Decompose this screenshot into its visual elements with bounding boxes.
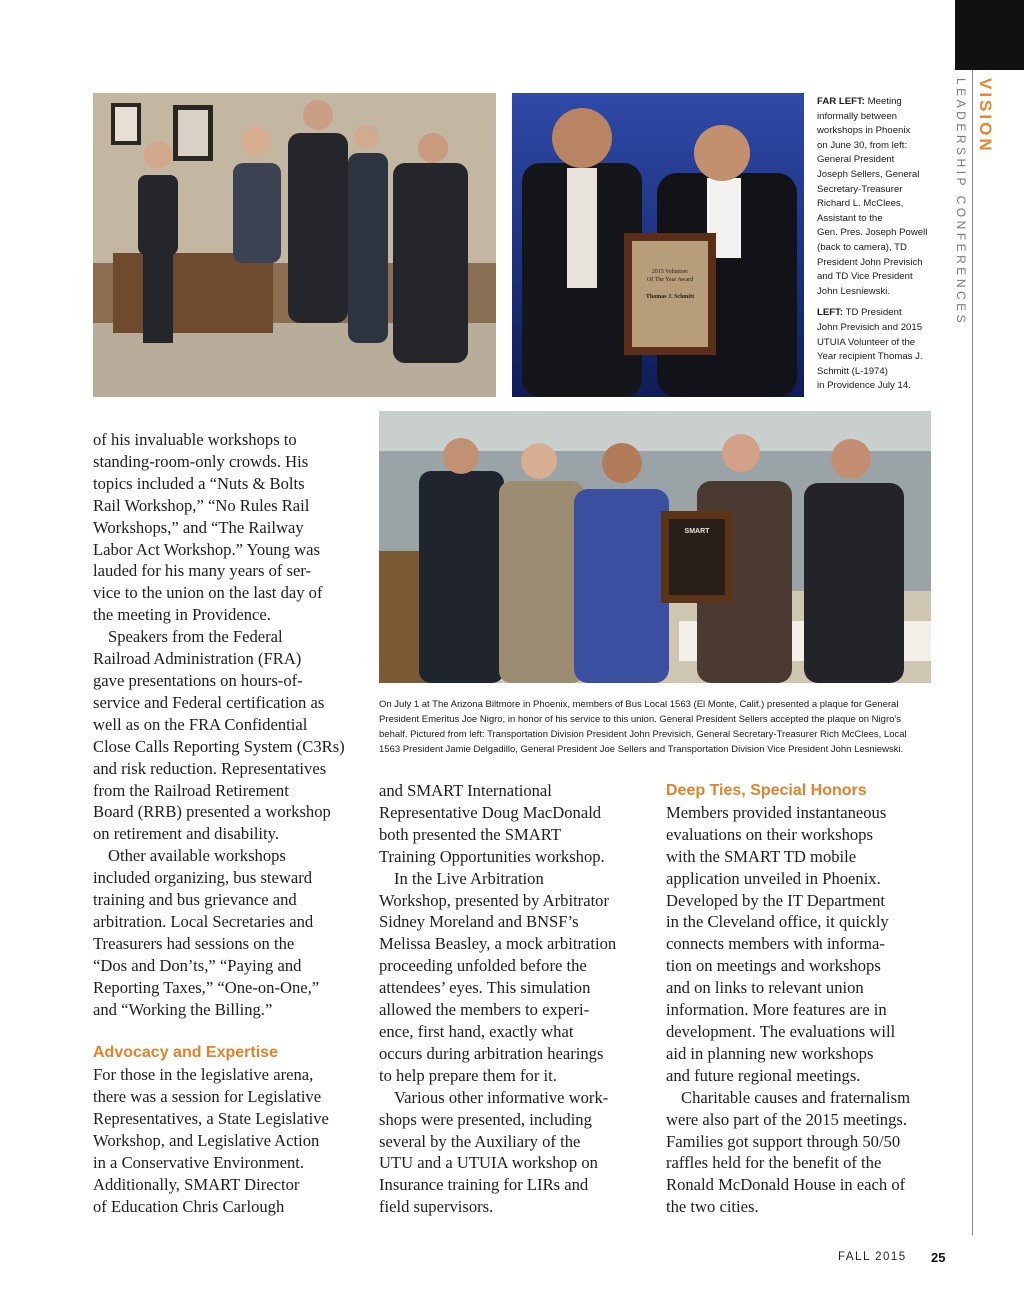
text-line: the two cities. xyxy=(666,1197,759,1217)
photo-award-providence xyxy=(512,93,804,397)
text-line: Insurance training for LIRs and xyxy=(379,1175,589,1195)
text-line: information. More features are in xyxy=(666,1000,887,1020)
caption-group-photo xyxy=(379,697,939,757)
text-line: application unveiled in Phoenix. xyxy=(666,868,881,888)
text-line: standing-room-only crowds. His xyxy=(93,451,309,471)
caption-line: John Previsich and 2015 xyxy=(817,321,923,333)
text-line: ence, first hand, exactly what xyxy=(379,1021,574,1041)
plaque-recipient: Thomas J. Schmitt xyxy=(645,294,695,300)
text-line: In the Live Arbitration xyxy=(394,868,544,888)
text-line: from the Railroad Retirement xyxy=(93,780,289,800)
text-line: occurs during arbitration hearings xyxy=(379,1043,604,1063)
text-line: Railroad Administration (FRA) xyxy=(93,649,302,669)
text-line: Other available workshops xyxy=(108,846,286,866)
caption-line: General President xyxy=(817,154,895,166)
caption-line: in Providence July 14. xyxy=(817,380,911,392)
text-line: of Education Chris Carlough xyxy=(93,1196,285,1216)
caption-line: President John Previsich xyxy=(817,256,923,268)
caption-line: Secretary-Treasurer xyxy=(817,183,903,195)
text-line: were also part of the 2015 meetings. xyxy=(666,1109,907,1129)
text-line: Charitable causes and fraternalism xyxy=(681,1087,910,1107)
caption-line: John Lesniewski. xyxy=(817,285,891,297)
footer-issue: FALL 2015 xyxy=(838,1251,907,1263)
text-line: Workshop, and Legislative Action xyxy=(93,1130,320,1150)
text-line: of his invaluable workshops to xyxy=(93,430,297,449)
text-line: in the Cleveland office, it quickly xyxy=(666,912,889,932)
caption-line: Year recipient Thomas J. xyxy=(817,351,923,363)
text-line: and risk reduction. Representatives xyxy=(93,758,327,778)
text-line: Members provided instantaneous xyxy=(666,802,887,822)
caption-line: workshops in Phoenix xyxy=(817,125,911,137)
text-line: connects members with informa- xyxy=(666,934,885,954)
text-line: on retirement and disability. xyxy=(93,824,280,844)
text-line: the meeting in Providence. xyxy=(93,605,271,625)
text-line: Reporting Taxes,” “One-on-One,” xyxy=(93,977,320,997)
caption-line: Assistant to the xyxy=(817,212,883,224)
text-line: Board (RRB) presented a workshop xyxy=(93,802,331,822)
photo-informal-meeting xyxy=(93,93,496,397)
text-line: Various other informative work- xyxy=(394,1087,609,1107)
paragraph xyxy=(93,626,368,845)
text-line: Treasurers had sessions on the xyxy=(93,933,295,953)
text-line: with the SMART TD mobile xyxy=(666,846,857,866)
caption-line: Richard L. McClees, xyxy=(817,198,904,210)
text-line: Melissa Beasley, a mock arbitration xyxy=(379,934,617,954)
section-tab-block xyxy=(955,0,1024,70)
caption-line: on June 30, from left: xyxy=(817,139,908,151)
text-line: Close Calls Reporting System (C3Rs) xyxy=(93,736,345,756)
text-line: Developed by the IT Department xyxy=(666,890,886,910)
caption-line: behalf. Pictured from left: Transportation Division President John Previsich, General Secretary-Treasurer Rich McClees, Local xyxy=(379,729,907,740)
text-line: evaluations on their workshops xyxy=(666,824,873,844)
paragraph xyxy=(93,845,368,1020)
text-line: attendees’ eyes. This simulation xyxy=(379,978,591,998)
caption-line: Schmitt (L-1974) xyxy=(817,365,888,377)
text-line: to help prepare them for it. xyxy=(379,1065,557,1085)
caption-line: Meeting xyxy=(867,96,902,107)
text-line: Training Opportunities workshop. xyxy=(379,846,605,866)
section-heading-deep-ties: Deep Ties, Special Honors xyxy=(666,782,867,799)
caption-line: informally between xyxy=(817,110,897,122)
text-line: Ronald McDonald House in each of xyxy=(666,1175,906,1195)
section-title: VISION xyxy=(976,78,995,154)
caption-line: Gen. Pres. Joseph Powell xyxy=(817,227,928,239)
text-line: both presented the SMART xyxy=(379,824,561,844)
text-line: allowed the members to experi- xyxy=(379,1000,590,1020)
paragraph xyxy=(379,868,654,1087)
text-line: and future regional meetings. xyxy=(666,1065,861,1085)
caption-line: TD President xyxy=(845,307,902,319)
text-line: “Dos and Don’ts,” “Paying and xyxy=(93,955,302,975)
text-line: Workshops,” and “The Railway xyxy=(93,517,304,537)
paragraph xyxy=(93,429,368,626)
text-line: vice to the union on the last day of xyxy=(93,583,323,603)
text-line: Speakers from the Federal xyxy=(108,627,283,647)
caption-line: Joseph Sellers, General xyxy=(817,168,920,180)
text-line: proceeding unfolded before the xyxy=(379,956,587,976)
paragraph xyxy=(93,1064,368,1217)
plaque-award-line2: Of The Year Award xyxy=(646,277,694,283)
article-column-1 xyxy=(93,429,368,1218)
text-line: and on links to relevant union xyxy=(666,978,864,998)
caption-line: UTUIA Volunteer of the xyxy=(817,336,916,348)
article-column-2 xyxy=(379,780,654,1218)
caption-line: (back to camera), TD xyxy=(817,241,907,253)
caption-top-photos xyxy=(817,95,947,394)
text-line: training and bus grievance and xyxy=(93,890,297,910)
page-number: 25 xyxy=(931,1250,946,1265)
text-line: Additionally, SMART Director xyxy=(93,1174,300,1194)
side-divider xyxy=(972,70,973,1235)
plaque-smart-logo: SMART xyxy=(684,528,710,535)
text-line: service and Federal certification as xyxy=(93,692,325,712)
text-line: raffles held for the benefit of the xyxy=(666,1153,882,1173)
text-line: shops were presented, including xyxy=(379,1109,592,1129)
text-line: and SMART International xyxy=(379,781,552,800)
text-line: For those in the legislative arena, xyxy=(93,1065,314,1085)
caption-line: President Emeritus Joe Nigro, in honor of his service to this union. General President Sellers accepted the plaque on Nigro's xyxy=(379,714,901,725)
caption-line: 1563 President Jamie Delgadillo, General President Joe Sellers and Transportation Division Vice President John Lesniewski. xyxy=(379,744,904,755)
text-line: Representative Doug MacDonald xyxy=(379,802,602,822)
paragraph xyxy=(379,1087,654,1218)
caption-far-left-label: FAR LEFT: xyxy=(817,96,865,107)
paragraph xyxy=(666,1087,946,1218)
article-column-3 xyxy=(666,780,946,1218)
text-line: arbitration. Local Secretaries and xyxy=(93,911,314,931)
photo-group-phoenix xyxy=(379,411,931,683)
text-line: included organizing, bus steward xyxy=(93,868,313,888)
text-line: well as on the FRA Confidential xyxy=(93,714,308,734)
text-line: Representatives, a State Legislative xyxy=(93,1109,329,1129)
text-line: field supervisors. xyxy=(379,1197,494,1217)
caption-left xyxy=(817,306,947,394)
text-line: tion on meetings and workshops xyxy=(666,956,881,976)
caption-far-left xyxy=(817,95,947,299)
plaque-award-line1: 2015 Volunteer xyxy=(651,269,689,275)
text-line: several by the Auxiliary of the xyxy=(379,1131,581,1151)
caption-left-label: LEFT: xyxy=(817,307,844,319)
text-line: in a Conservative Environment. xyxy=(93,1152,305,1172)
subsection-title: LEADERSHIP CONFERENCES xyxy=(954,78,968,327)
paragraph xyxy=(666,802,946,1087)
text-line: gave presentations on hours-of- xyxy=(93,670,303,690)
text-line: lauded for his many years of ser- xyxy=(93,561,312,581)
caption-line: On July 1 at The Arizona Biltmore in Phoenix, members of Bus Local 1563 (El Monte, Calif.) presented a plaque for General xyxy=(379,699,899,710)
text-line: Workshop, presented by Arbitrator xyxy=(379,890,610,910)
paragraph xyxy=(379,780,654,868)
text-line: there was a session for Legislative xyxy=(93,1087,322,1107)
text-line: development. The evaluations will xyxy=(666,1021,896,1041)
text-line: Labor Act Workshop.” Young was xyxy=(93,539,320,559)
text-line: topics included a “Nuts & Bolts xyxy=(93,473,305,493)
text-line: aid in planning new workshops xyxy=(666,1043,874,1063)
text-line: and “Working the Billing.” xyxy=(93,999,273,1019)
section-heading-advocacy: Advocacy and Expertise xyxy=(93,1044,278,1062)
text-line: Rail Workshop,” “No Rules Rail xyxy=(93,495,310,515)
text-line: Sidney Moreland and BNSF’s xyxy=(379,912,579,932)
text-line: UTU and a UTUIA workshop on xyxy=(379,1153,598,1173)
text-line: Families got support through 50/50 xyxy=(666,1131,901,1151)
caption-line: and TD Vice President xyxy=(817,271,913,283)
